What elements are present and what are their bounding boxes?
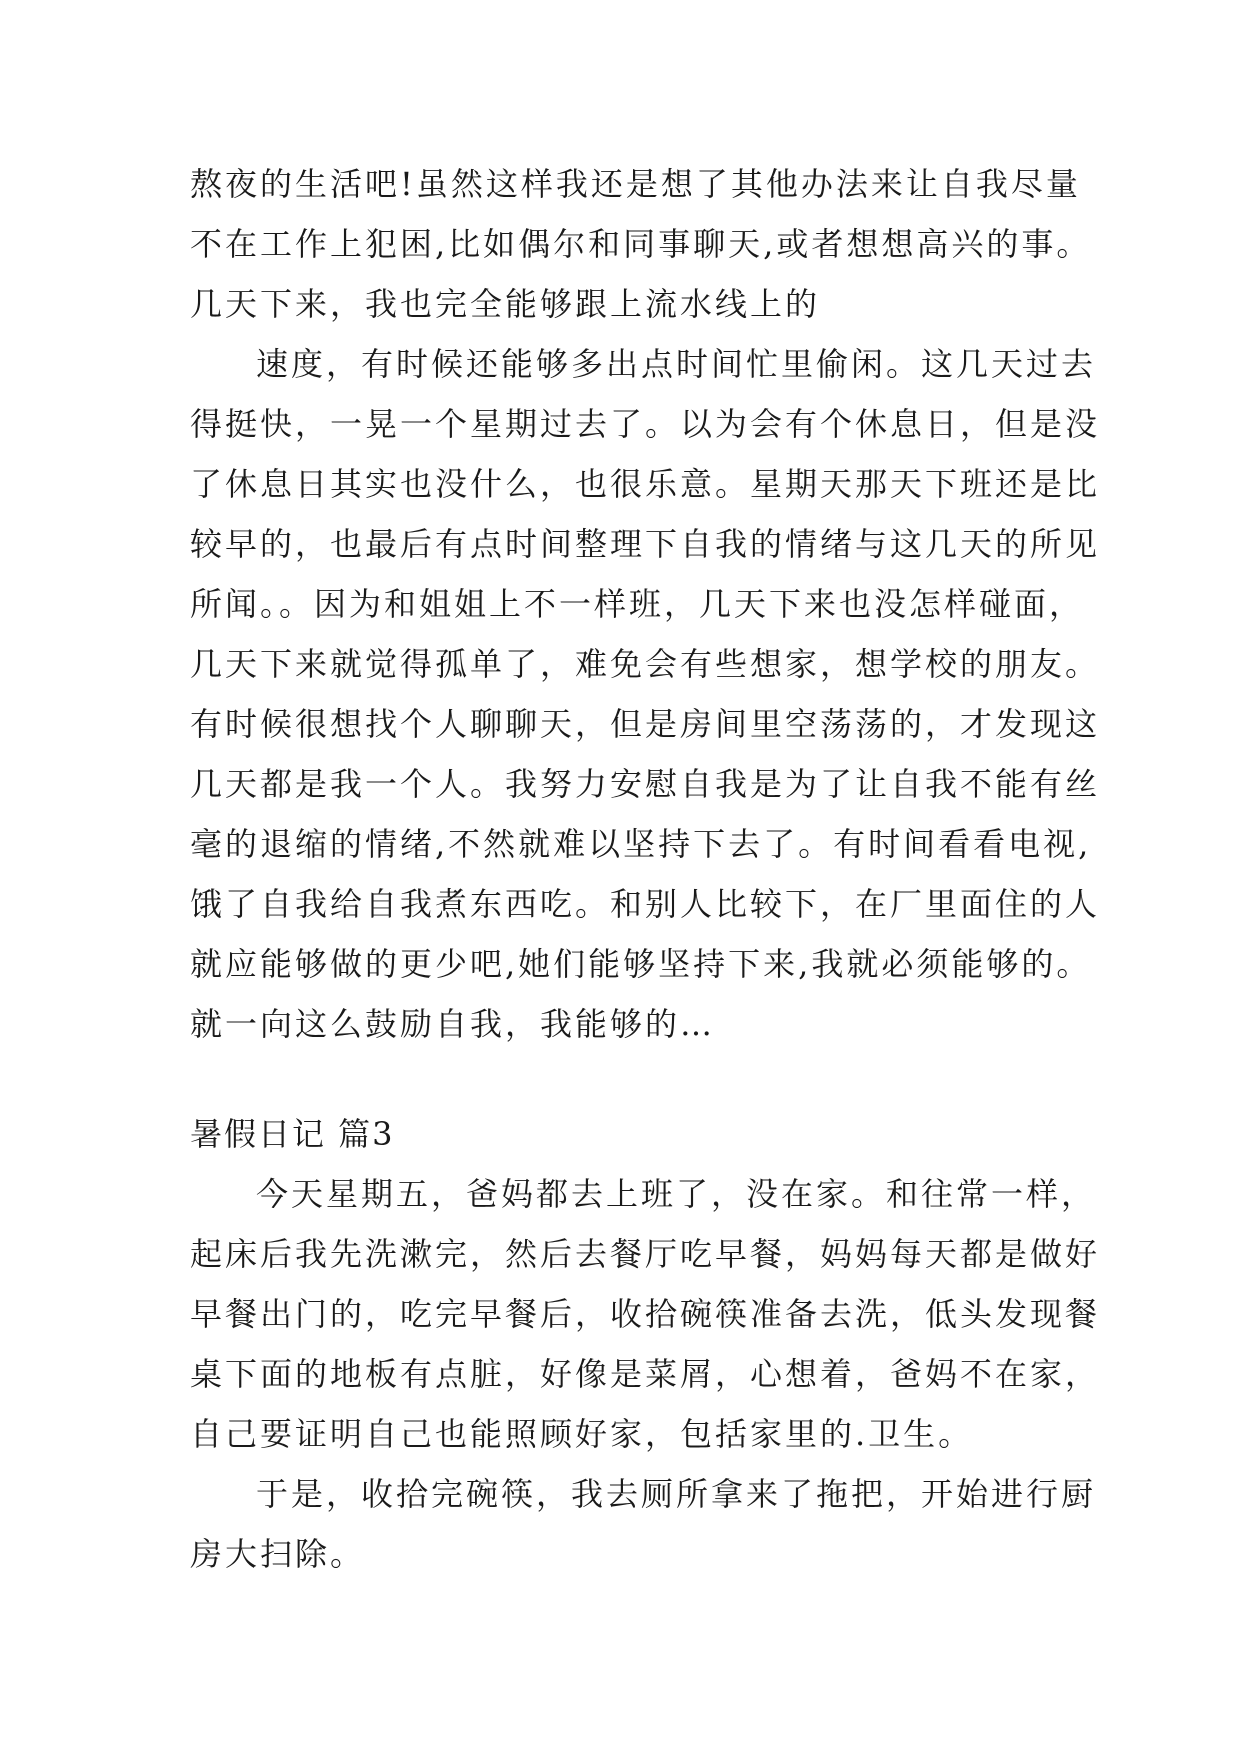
text-line: 就一向这么鼓励自我，我能够的… (190, 1005, 716, 1043)
section-heading: 暑假日记 篇3 (190, 1115, 395, 1153)
text-line: 自己要证明自己也能照顾好家，包括家里的.卫生。 (190, 1415, 974, 1453)
text-line: 起床后我先洗漱完，然后去餐厅吃早餐，妈妈每天都是做好 (190, 1235, 1101, 1273)
text-line: 了休息日其实也没什么，也很乐意。星期天那天下班还是比 (190, 465, 1101, 503)
text-line: 就应能够做的更少吧,她们能够坚持下来,我就必须能够的。 (190, 945, 1092, 983)
text-line: 熬夜的生活吧!虽然这样我还是想了其他办法来让自我尽量 (190, 165, 1081, 203)
text-line: 房大扫除。 (190, 1535, 366, 1573)
text-line: 早餐出门的，吃完早餐后，收拾碗筷准备去洗，低头发现餐 (190, 1295, 1101, 1333)
text-line: 有时候很想找个人聊聊天，但是房间里空荡荡的，才发现这 (190, 705, 1101, 743)
text-line: 较早的，也最后有点时间整理下自我的情绪与这几天的所见 (190, 525, 1101, 563)
text-line: 几天下来，我也完全能够跟上流水线上的 (190, 285, 821, 323)
text-line: 于是，收拾完碗筷，我去厕所拿来了拖把，开始进行厨 (256, 1475, 1097, 1513)
text-line: 饿了自我给自我煮东西吃。和别人比较下，在厂里面住的人 (190, 885, 1101, 923)
text-line: 今天星期五，爸妈都去上班了，没在家。和往常一样， (256, 1175, 1097, 1213)
text-line: 几天都是我一个人。我努力安慰自我是为了让自我不能有丝 (190, 765, 1101, 803)
text-line: 几天下来就觉得孤单了，难免会有些想家，想学校的朋友。 (190, 645, 1101, 683)
text-line: 毫的退缩的情绪,不然就难以坚持下去了。有时间看看电视, (190, 825, 1092, 863)
text-line: 所闻。。因为和姐姐上不一样班，几天下来也没怎样碰面， (190, 585, 1085, 623)
text-line: 不在工作上犯困,比如偶尔和同事聊天,或者想想高兴的事。 (190, 225, 1092, 263)
text-line: 得挺快，一晃一个星期过去了。以为会有个休息日，但是没 (190, 405, 1101, 443)
text-line: 桌下面的地板有点脏，好像是菜屑，心想着，爸妈不在家， (190, 1355, 1101, 1393)
text-line: 速度，有时候还能够多出点时间忙里偷闲。这几天过去 (256, 345, 1097, 383)
